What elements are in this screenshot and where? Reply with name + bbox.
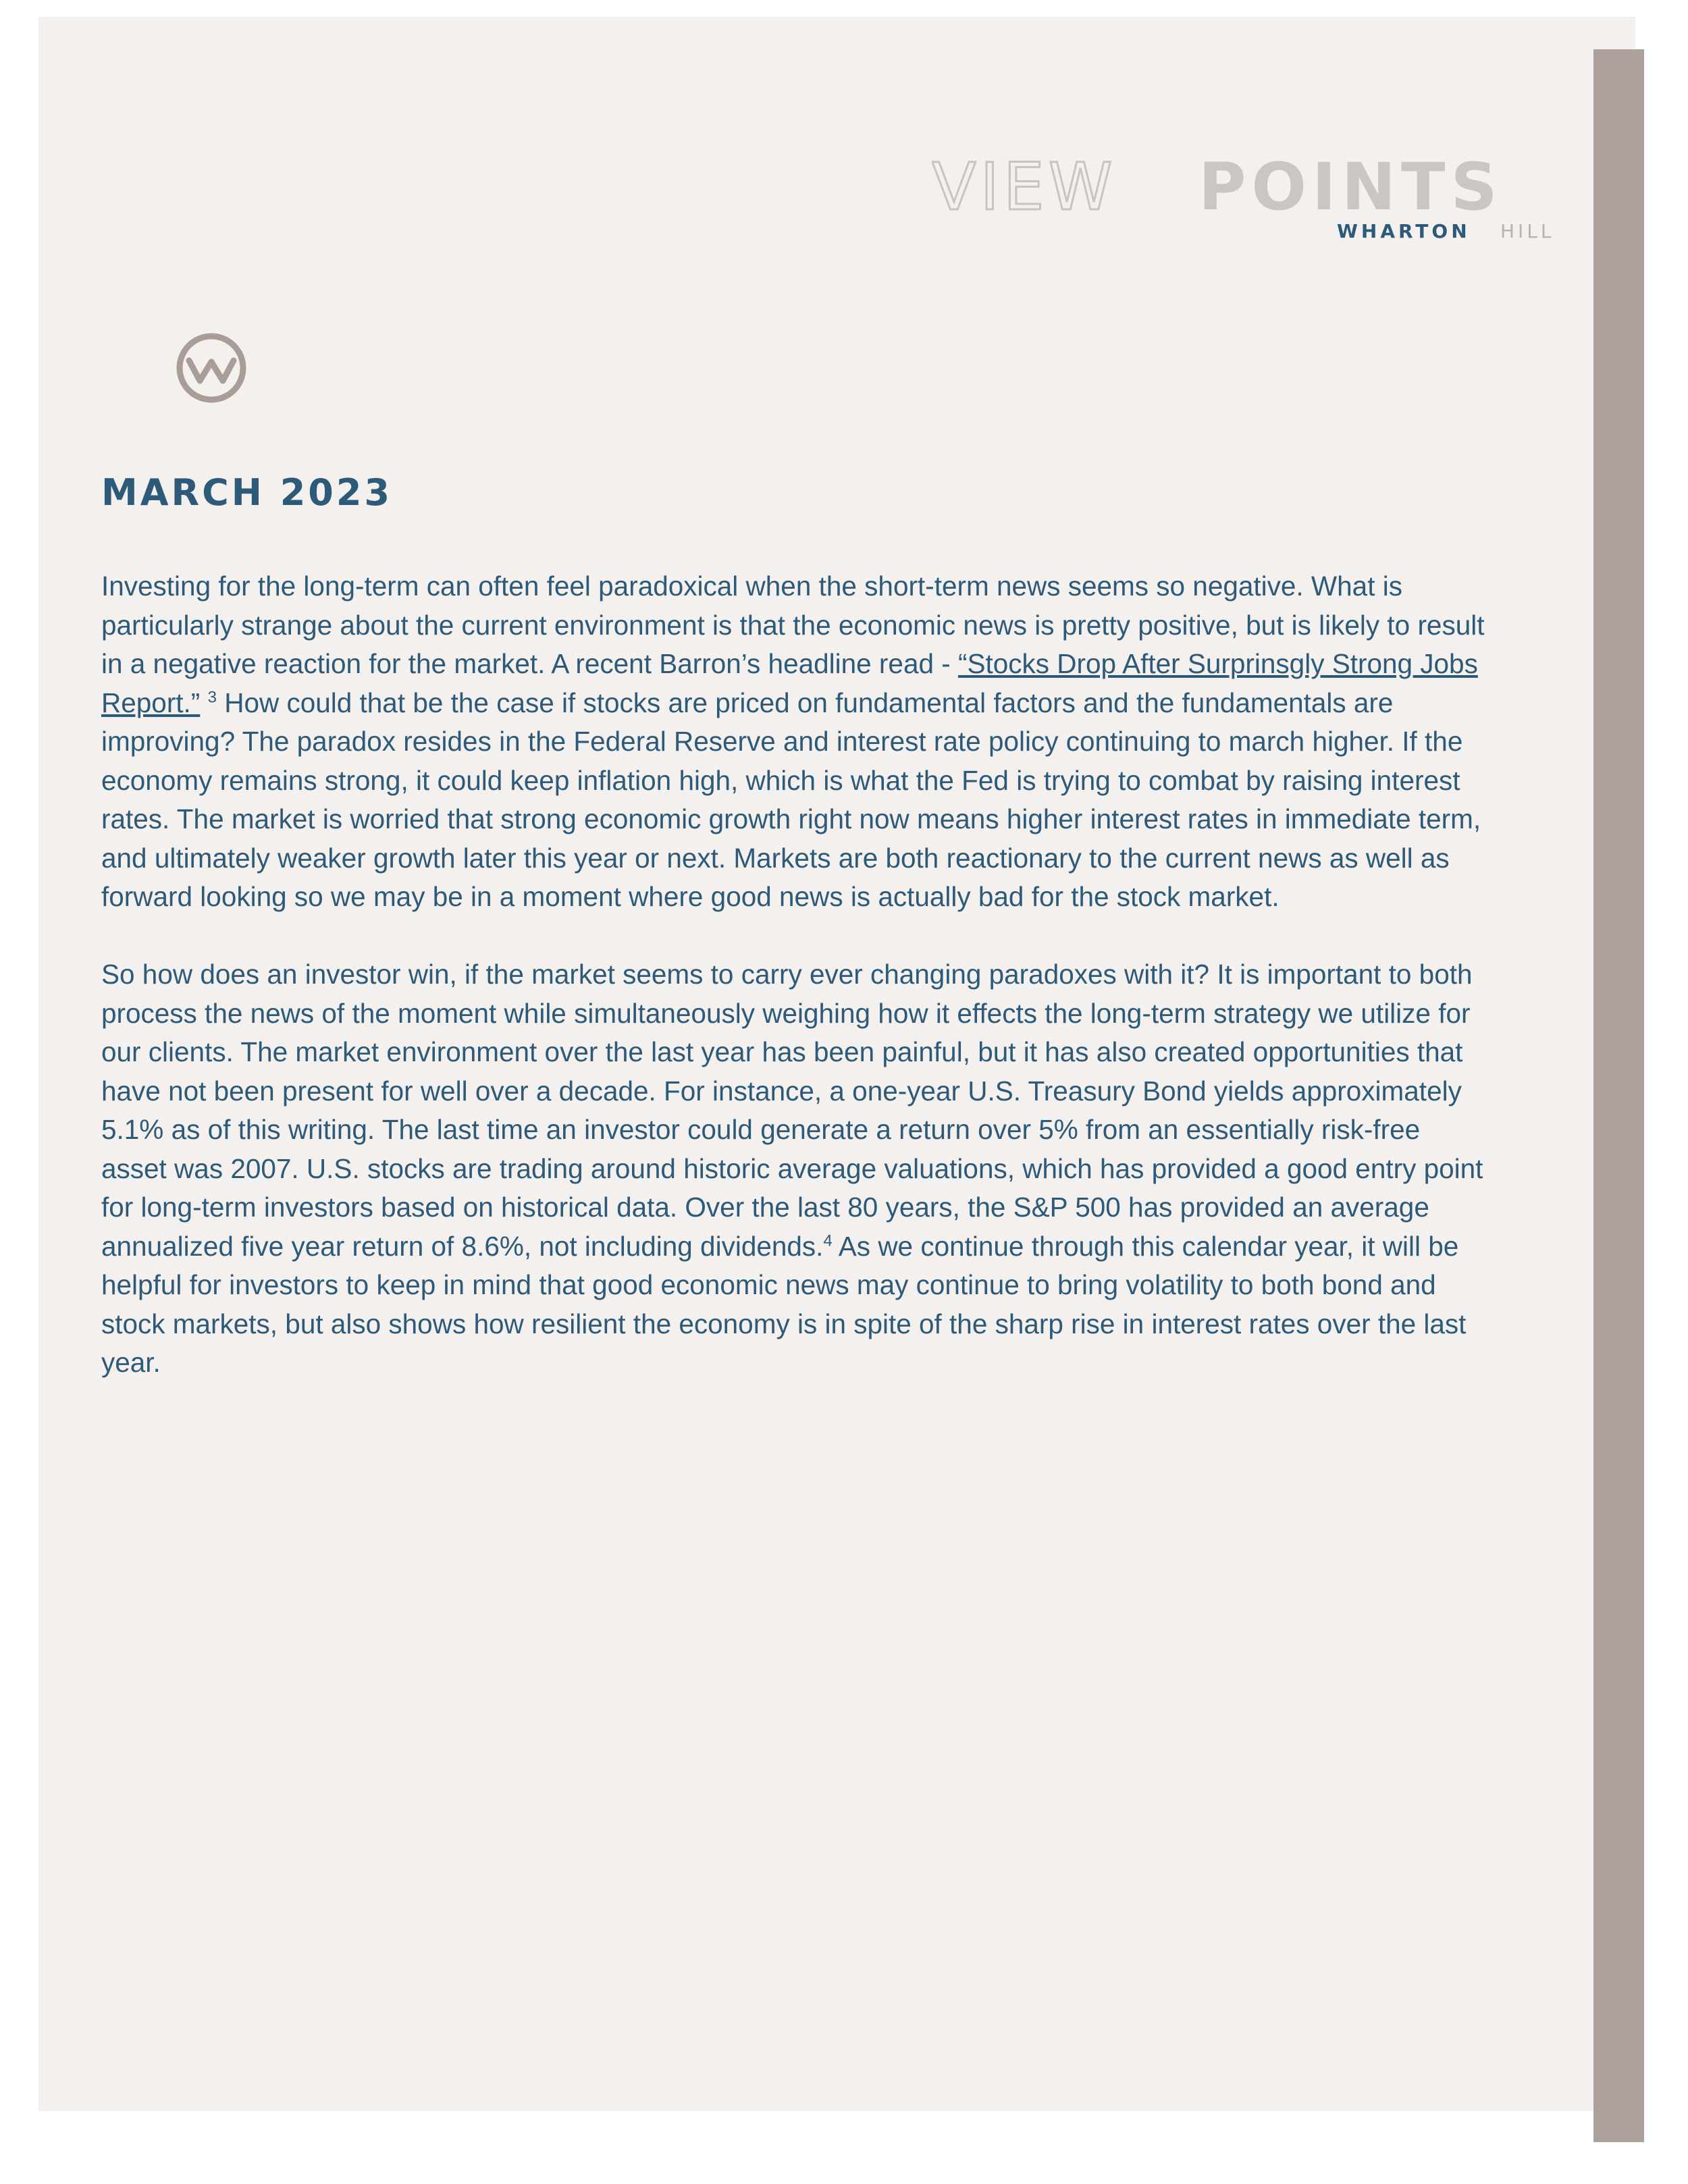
paragraph-1-lead: Investing for the long-term can often feel paradoxical when the short-term news seems so negative. What is particularly strange about the current environment is that the economic news is pretty positive, but is likely to result in a negative reaction for the market. A recent Barron’s headline read - xyxy=(101,570,1485,679)
masthead-brand-bold: WHARTON xyxy=(1337,220,1471,242)
barrons-headline-link[interactable]: “Stocks Drop After Surprinsgly Strong Jobs Report.” xyxy=(101,648,1478,718)
paragraph-2-rest: As we continue through this calendar year, it will be helpful for investors to keep in mind that good economic news may continue to bring volatility to both bond and stock markets, but also shows how resilient the economy is in spite of the sharp rise in interest rates over the last year. xyxy=(101,1230,1467,1378)
side-accent-bar xyxy=(1593,49,1644,2142)
viewpoints-masthead xyxy=(932,155,1560,250)
masthead-brand-light: HILL xyxy=(1500,220,1555,242)
article-paragraph-1 xyxy=(101,567,1485,917)
issue-title: MARCH 2023 xyxy=(101,471,393,514)
article-body xyxy=(101,567,1485,1421)
viewpoints-wordmark xyxy=(932,155,1560,250)
article-paragraph-2 xyxy=(101,955,1485,1383)
masthead-title-light: VIEW xyxy=(932,155,1117,225)
paragraph-2-lead: So how does an investor win, if the market seems to carry ever changing paradoxes with it? It is important to both process the news of the moment while simultaneously weighing how it effects the long-term strategy we utilize for our clients. The market environment over the last year has been painful, but it has also created opportunities that have not been present for well over a decade. For instance, a one-year U.S. Treasury Bond yields approximately 5.1% as of this writing. The last time an investor could generate a return over 5% from an essentially risk-free asset was 2007. U.S. stocks are trading around historic average valuations, which has provided a good entry point for long-term investors based on historical data. Over the last 80 years, the S&P 500 has provided an average annualized five year return of 8.6%, not including dividends. xyxy=(101,959,1483,1262)
wharton-hill-logo-icon xyxy=(174,331,248,405)
paragraph-1-rest: How could that be the case if stocks are priced on fundamental factors and the fundamentals are improving? The paradox resides in the Federal Reserve and interest rate policy continuing to march higher. If the economy remains strong, it could keep inflation high, which is what the Fed is trying to combat by raising interest rates. The market is worried that strong economic growth right now means higher interest rates in immediate term, and ultimately weaker growth later this year or next. Markets are both reactionary to the current news as well as forward looking so we may be in a moment where good news is actually bad for the stock market. xyxy=(101,687,1481,912)
footnote-ref-3: 3 xyxy=(207,688,217,706)
footnote-ref-4: 4 xyxy=(823,1231,833,1250)
masthead-title-bold: POINTS xyxy=(1198,155,1503,225)
